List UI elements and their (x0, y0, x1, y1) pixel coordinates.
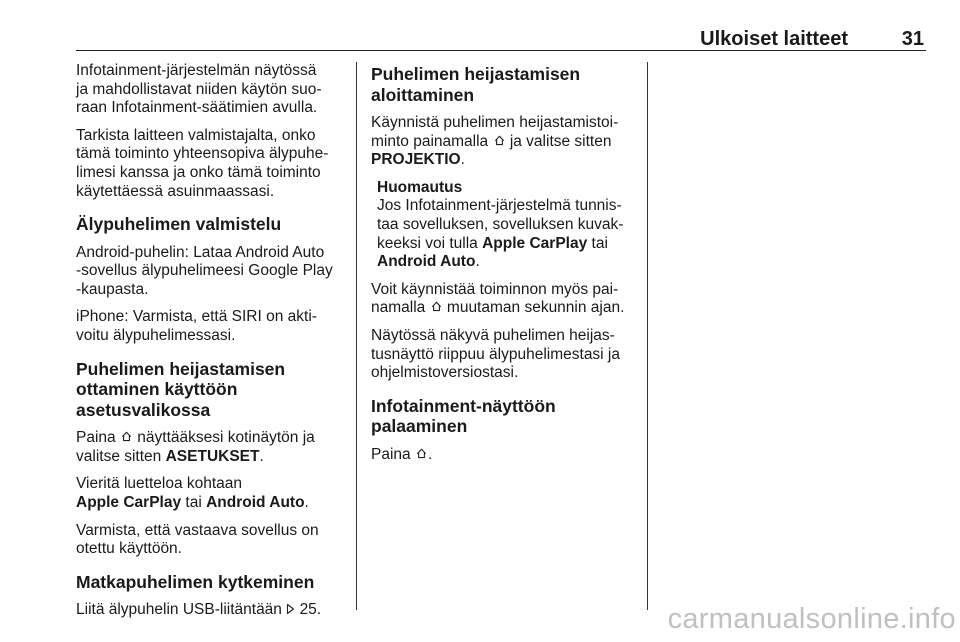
right-column (371, 62, 637, 473)
home-icon (415, 447, 428, 460)
option-android-auto: Android Auto (206, 493, 305, 511)
home-icon (430, 300, 443, 313)
section-title: Ulkoiset laitteet (700, 28, 848, 50)
scroll-instruction-paragraph: Vieritä luetteloa kohtaan Apple CarPlay tai Android Auto. (76, 475, 309, 511)
iphone-paragraph: iPhone: Varmista, että SIRI on akti- voitu älypuhelimessasi. (76, 308, 317, 345)
start-paragraph: Käynnistä puhelimen heijastamistoi- minto painamalla ja valitse sitten PROJEKTIO. (371, 114, 619, 169)
compatibility-paragraph: Tarkista laitteen valmistajalta, onko tämä toiminto yhteensopiva älypuhe- limesi kanssa ja onko tämä toiminto käytettäessä asuinmaassasi. (76, 126, 329, 200)
option-apple-carplay: Apple CarPlay (482, 234, 588, 252)
heading-connect-phone: Matkapuhelimen kytkeminen (76, 571, 315, 592)
option-apple-carplay: Apple CarPlay (76, 493, 182, 511)
page-header (76, 26, 926, 51)
long-press-paragraph: Voit käynnistää toiminnon myös pai- namalla muutaman sekunnin ajan. (371, 280, 625, 317)
page-number: 31 (901, 28, 924, 50)
note-title: Huomautus (377, 178, 463, 196)
page-reference: 25. (299, 601, 322, 619)
heading-start-projection: Puhelimen heijastamisen aloittaminen (371, 64, 581, 105)
heading-smartphone-preparation: Älypuhelimen valmistelu (76, 214, 282, 235)
connect-paragraph: Liitä älypuhelin USB-liitäntään 25. (76, 601, 322, 619)
return-paragraph: Paina . (371, 445, 433, 463)
menu-option-asetukset: ASETUKSET (165, 447, 260, 465)
home-icon (493, 134, 506, 147)
menu-option-projektio: PROJEKTIO (371, 151, 461, 169)
home-icon (120, 430, 133, 443)
page-reference-arrow-icon (286, 603, 295, 615)
left-column (76, 62, 348, 629)
home-instruction-paragraph: Paina näyttääksesi kotinäytön ja valitse sitten ASETUKSET. (76, 429, 315, 465)
note-box: Huomautus Jos Infotainment-järjestelmä tunnis- taa sovelluksen, sovelluksen kuvak- keeksi voi tulla Apple CarPlay tai Android Auto. (377, 179, 637, 272)
option-android-auto: Android Auto (377, 253, 476, 271)
intro-paragraph: Infotainment-järjestelmän näytössä ja mahdollistavat niiden käytön suo- raan Infotainment-säätimien avulla. (76, 62, 322, 117)
android-paragraph: Android-puhelin: Lataa Android Auto -sovellus älypuhelimeesi Google Play -kaupasta. (76, 243, 333, 298)
heading-enable-projection: Puhelimen heijastamisen ottaminen käyttöön asetusvalikossa (76, 358, 286, 420)
column-divider (647, 62, 648, 610)
column-divider (356, 62, 357, 610)
depends-paragraph: Näytössä näkyvä puhelimen heijas- tusnäyttö riippuu älypuhelimestasi ja ohjelmistoversiostasi. (371, 326, 620, 382)
heading-return-infotainment: Infotainment-näyttöön palaaminen (371, 395, 556, 437)
verify-paragraph: Varmista, että vastaava sovellus on otettu käyttöön. (76, 521, 319, 558)
watermark: carmanualsonline.info (667, 603, 956, 635)
